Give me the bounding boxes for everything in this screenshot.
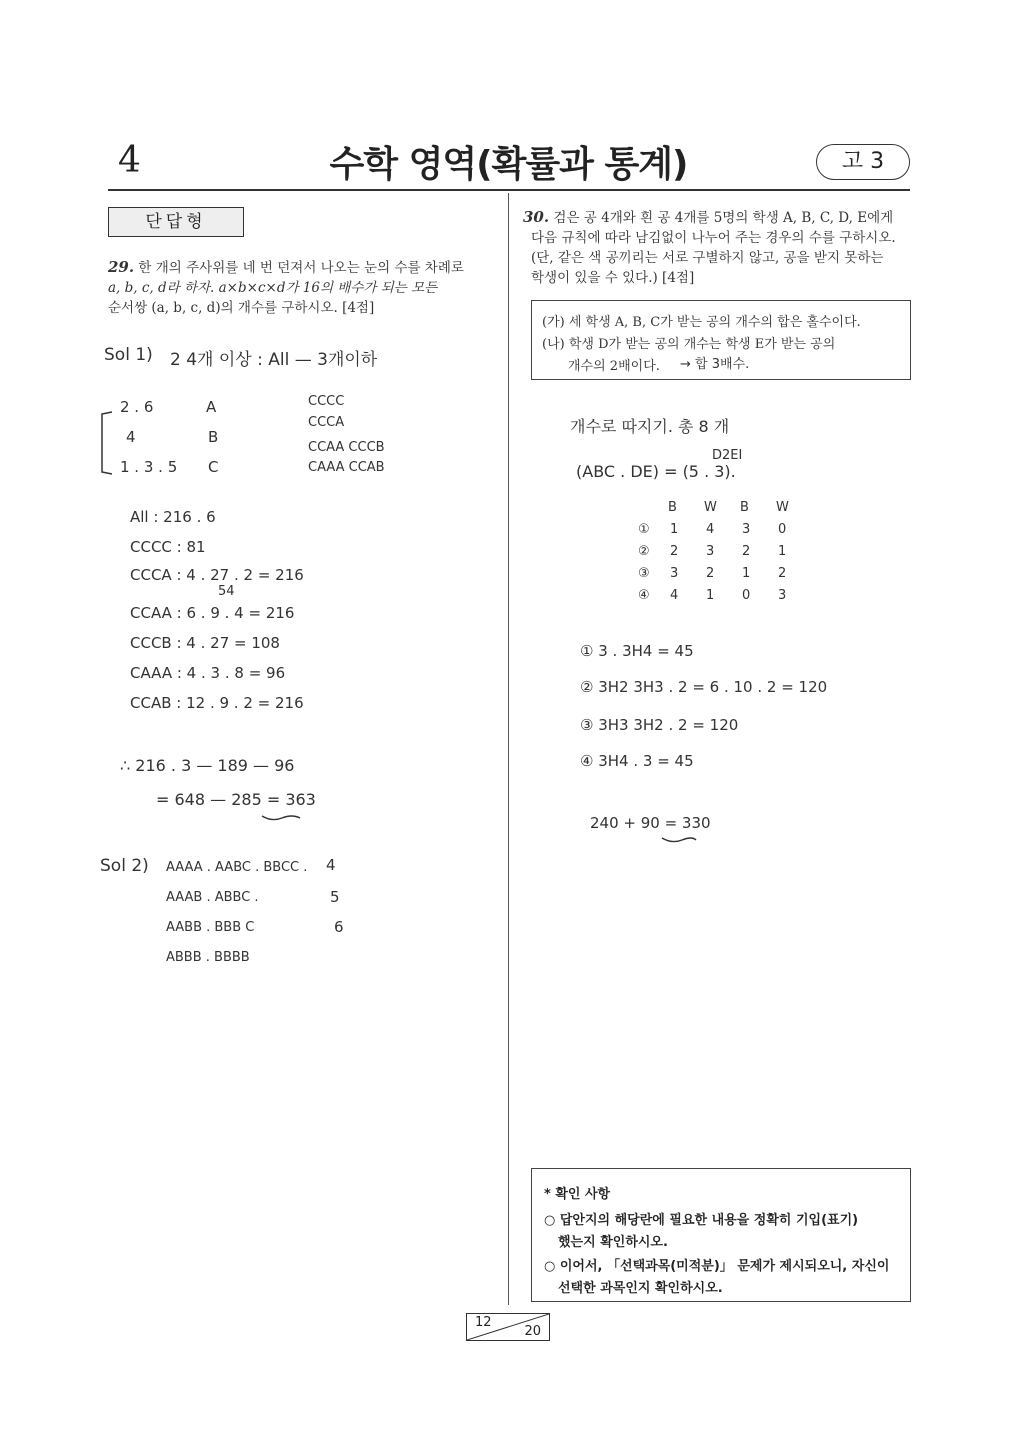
hw-sol2-num-2: 5 <box>330 888 340 906</box>
hw30-row-label: ② <box>638 544 650 559</box>
question-29-number: 29. <box>108 258 135 276</box>
hw-calc-7: CCAB : 12 . 9 . 2 = 216 <box>130 694 304 712</box>
hw30-calc-3: ③ 3H3 3H2 . 2 = 120 <box>580 716 739 734</box>
hw30-cell: 0 <box>742 588 751 603</box>
header-rule <box>108 189 910 191</box>
hw-result-1: ∴ 216 . 3 — 189 — 96 <box>120 756 295 775</box>
hw30-cell: 0 <box>778 522 787 537</box>
hw-case-label-a: A <box>206 398 217 416</box>
hw-case-1: 2 . 6 <box>120 398 154 416</box>
question-29-line-3: 순서쌍 (a, b, c, d)의 개수를 구하시오. [4점] <box>108 300 375 316</box>
page-title: 수학 영역(확률과 통계) <box>329 144 688 185</box>
hw-pattern-1: CCCC <box>308 394 345 409</box>
hw30-cell: 1 <box>670 522 679 537</box>
hw30-line-2: (ABC . DE) = (5 . 3). <box>576 462 736 481</box>
hw30-header-w2: W <box>776 500 789 515</box>
question-30-line-1: 검은 공 4개와 흰 공 4개를 5명의 학생 A, B, C, D, E에게 <box>553 210 894 226</box>
hw-calc-5: CCCB : 4 . 27 = 108 <box>130 634 280 652</box>
notice-line-2: 했는지 확인하시오. <box>558 1235 668 1250</box>
question-30-line-2: 다음 규칙에 따라 남김없이 나누어 주는 경우의 수를 구하시오. <box>531 230 896 246</box>
hw-pattern-4: CAAA CCAB <box>308 460 385 475</box>
hw-sol2-row-1: AAAA . AABC . BBCC . <box>166 860 308 875</box>
condition-a: (가) 세 학생 A, B, C가 받는 공의 개수의 합은 홀수이다. <box>542 315 861 330</box>
condition-box <box>531 300 911 380</box>
hw-case-label-c: C <box>208 458 219 476</box>
hw-case-3: 1 . 3 . 5 <box>120 458 178 476</box>
hw30-cell: 2 <box>670 544 679 559</box>
section-label: 단답형 <box>108 207 244 237</box>
hw30-de-label: D2EI <box>712 448 743 463</box>
question-30-line-3: (단, 같은 색 공끼리는 서로 구별하지 않고, 공을 받지 못하는 <box>531 250 884 266</box>
hw-pattern-2: CCCA <box>308 415 345 430</box>
notice-title: * 확인 사항 <box>544 1187 611 1202</box>
hw-case-2: 4 <box>126 428 136 446</box>
condition-b-cont: 개수의 2배이다. <box>568 359 660 374</box>
hw30-cell: 2 <box>742 544 751 559</box>
hw30-calc-1: ① 3 . 3H4 = 45 <box>580 642 694 660</box>
column-divider <box>508 193 509 1305</box>
hw-calc-4: CCAA : 6 . 9 . 4 = 216 <box>130 604 295 622</box>
hw-calc-2: CCCC : 81 <box>130 538 206 556</box>
hw-head: 2 4개 이상 : All — 3개이하 <box>170 350 378 370</box>
notice-line-1: ○ 답안지의 해당란에 필요한 내용을 정확히 기입(표기) <box>544 1213 859 1228</box>
hw-sol2-num-3: 6 <box>334 918 344 936</box>
hw30-calc-4: ④ 3H4 . 3 = 45 <box>580 752 694 770</box>
page-indicator <box>466 1313 550 1341</box>
hw30-row-label: ③ <box>638 566 650 581</box>
question-29 <box>108 257 498 318</box>
question-29-line-1: 한 개의 주사위를 네 번 던져서 나오는 눈의 수를 차례로 <box>138 260 464 276</box>
hw-calc-6: CAAA : 4 . 3 . 8 = 96 <box>130 664 286 682</box>
hw30-cell: 3 <box>670 566 679 581</box>
hw-sol1-label: Sol 1) <box>104 345 153 365</box>
condition-b: (나) 학생 D가 받는 공의 개수는 학생 E가 받는 공의 <box>542 337 836 352</box>
hw30-header-w1: W <box>704 500 717 515</box>
hw-calc-1: All : 216 . 6 <box>130 508 216 526</box>
hw-sol2-row-4: ABBB . BBBB <box>166 950 250 965</box>
hw30-cell: 3 <box>706 544 715 559</box>
question-30 <box>523 207 913 288</box>
hw-pattern-3: CCAA CCCB <box>308 440 385 455</box>
hw30-answer-underline <box>660 834 700 846</box>
hw30-cell: 1 <box>706 588 715 603</box>
hw30-calc-2: ② 3H2 3H3 . 2 = 6 . 10 . 2 = 120 <box>580 678 828 696</box>
hw-sol2-num-1: 4 <box>326 856 336 874</box>
hw-arrow-note: → 합 3배수. <box>680 357 750 372</box>
hw30-row-label: ④ <box>638 588 650 603</box>
question-29-line-2: a, b, c, d라 하자. a×b×c×d가 16의 배수가 되는 모든 <box>108 280 438 296</box>
hw-result-2: = 648 — 285 = 363 <box>156 790 316 809</box>
pager-total: 20 <box>524 1324 541 1339</box>
hw-answer-underline <box>260 812 304 824</box>
question-30-line-4: 학생이 있을 수 있다.) [4점] <box>531 270 695 286</box>
hw-brace <box>96 410 116 476</box>
notice-line-3: ○ 이어서, 「선택과목(미적분)」 문제가 제시되오니, 자신이 <box>544 1259 890 1274</box>
hw30-row-label: ① <box>638 522 650 537</box>
hw30-header-b2: B <box>740 500 749 515</box>
question-30-number: 30. <box>523 208 550 226</box>
notice-line-4: 선택한 과목인지 확인하시오. <box>558 1281 723 1296</box>
hw30-cell: 2 <box>778 566 787 581</box>
hw30-cell: 4 <box>670 588 679 603</box>
hw-sol2-label: Sol 2) <box>100 856 149 876</box>
hw-sol2-row-3: AABB . BBB C <box>166 920 255 935</box>
hw-note-54: 54 <box>218 584 235 599</box>
hw30-line-1: 개수로 따지기. 총 8 개 <box>570 417 730 436</box>
hw-sol2-row-2: AAAB . ABBC . <box>166 890 259 905</box>
hw-calc-3: CCCA : 4 . 27 . 2 = 216 <box>130 566 304 584</box>
hw30-cell: 3 <box>742 522 751 537</box>
hw30-cell: 1 <box>742 566 751 581</box>
hw30-cell: 3 <box>778 588 787 603</box>
hw30-cell: 4 <box>706 522 715 537</box>
notice-box <box>531 1168 911 1302</box>
hw30-final: 240 + 90 = 330 <box>590 814 711 832</box>
hw30-cell: 2 <box>706 566 715 581</box>
hw30-header-b1: B <box>668 500 677 515</box>
pager-current: 12 <box>475 1315 492 1330</box>
hw30-cell: 1 <box>778 544 787 559</box>
page-number: 4 <box>118 140 141 181</box>
hw-case-label-b: B <box>208 428 219 446</box>
grade-badge: 고 3 <box>816 144 910 180</box>
